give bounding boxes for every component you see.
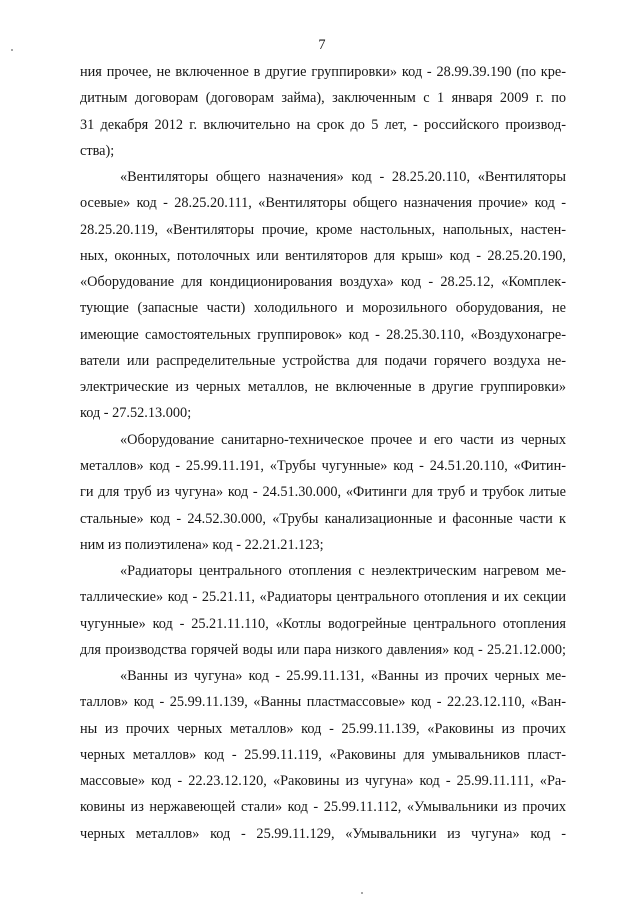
scan-speck: [11, 49, 13, 51]
text-line: код - 27.52.13.000;: [80, 405, 192, 422]
text-line: осевые» код - 28.25.20.111, «Вентиляторы общего назначения прочие» код -: [80, 195, 566, 212]
document-body: [80, 59, 566, 847]
text-line: дитным договорам (договорам займа), заключенным с 1 января 2009 г. по: [80, 90, 566, 107]
text-line: ных, оконных, потолочных или вентиляторов для крыш» код - 28.25.20.190,: [80, 247, 566, 264]
page-number: 7: [318, 37, 326, 53]
text-line: черных металлов» код - 25.99.11.119, «Раковины для умывальников пласт-: [80, 746, 566, 763]
text-line: ны из прочих черных металлов» код - 25.99.11.139, «Раковины из прочих: [80, 720, 566, 737]
text-line: «Оборудование для кондиционирования воздуха» код - 28.25.12, «Комплек-: [80, 274, 566, 291]
text-line: имеющие самостоятельных группировок» код - 28.25.30.110, «Воздухонагре-: [80, 326, 566, 343]
text-line: тующие (запасные части) холодильного и морозильного оборудования, не: [80, 300, 566, 317]
text-line: металлов» код - 25.99.11.191, «Трубы чугунные» код - 24.51.20.110, «Фитин-: [80, 457, 566, 474]
text-line: ним из полиэтилена» код - 22.21.21.123;: [80, 536, 324, 553]
text-line: таллов» код - 25.99.11.139, «Ванны пластмассовые» код - 22.23.12.110, «Ван-: [80, 694, 566, 711]
text-line: ковины из нержавеющей стали» код - 25.99.11.112, «Умывальники из прочих: [80, 799, 566, 816]
paragraph-sanitary-equipment: [80, 427, 566, 558]
text-line: «Радиаторы центрального отопления с неэлектрическим нагревом ме-: [120, 563, 566, 580]
text-line: ги для труб из чугуна» код - 24.51.30.000, «Фитинги для труб и трубок литые: [80, 484, 566, 501]
text-line: электрические из черных металлов, не включенные в другие группировки»: [80, 379, 566, 396]
paragraph-continuation: [80, 59, 566, 164]
text-line: ния прочее, не включенное в другие группировки» код - 28.99.39.190 (по кре-: [80, 64, 566, 80]
text-line: «Оборудование санитарно-техническое прочее и его части из черных: [120, 431, 566, 448]
text-line: массовые» код - 22.23.12.120, «Раковины из чугуна» код - 25.99.11.111, «Ра-: [80, 773, 566, 790]
paragraph-radiators: [80, 558, 566, 663]
text-line: чугунные» код - 25.21.11.110, «Котлы водогрейные центрального отопления: [80, 615, 566, 632]
text-line: 31 декабря 2012 г. включительно на срок до 5 лет, - российского производ-: [80, 116, 566, 133]
paragraph-ventilators: [80, 164, 566, 427]
text-line: «Ванны из чугуна» код - 25.99.11.131, «Ванны из прочих черных ме-: [120, 668, 566, 685]
text-line: для производства горячей воды или пара низкого давления» код - 25.21.12.000;: [80, 641, 566, 658]
text-line: «Вентиляторы общего назначения» код - 28.25.20.110, «Вентиляторы: [120, 169, 566, 186]
scan-speck: [361, 892, 363, 894]
text-line: стальные» код - 24.52.30.000, «Трубы канализационные и фасонные части к: [80, 510, 566, 527]
text-line: черных металлов» код - 25.99.11.129, «Умывальники из чугуна» код -: [80, 825, 566, 842]
text-line: ства);: [80, 142, 115, 159]
text-line: 28.25.20.119, «Вентиляторы прочие, кроме настольных, напольных, настен-: [80, 221, 566, 238]
paragraph-baths-sinks: [80, 663, 566, 847]
text-line: ватели или распределительные устройства для подачи горячего воздуха не-: [80, 352, 566, 369]
text-line: таллические» код - 25.21.11, «Радиаторы центрального отопления и их секции: [80, 589, 566, 606]
